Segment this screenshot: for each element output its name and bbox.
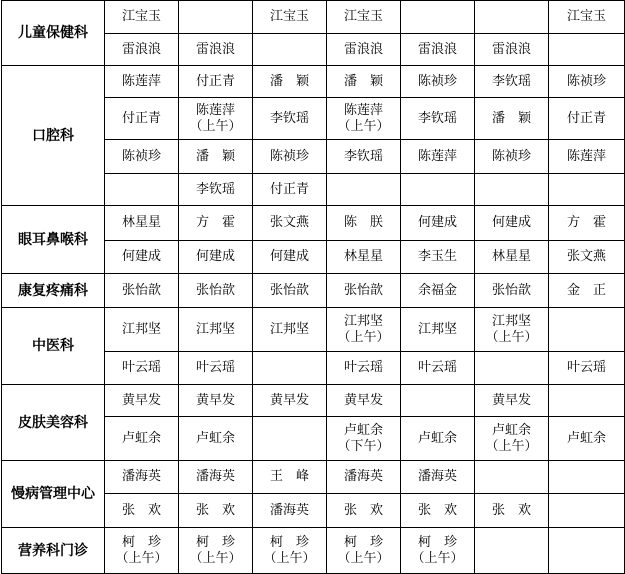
doctor-cell: 张怡歆 — [179, 274, 253, 308]
doctor-cell: 叶云瑶 — [401, 352, 475, 385]
doctor-cell: 卢虹余 — [105, 417, 179, 461]
doctor-cell: 张怡歆 — [105, 274, 179, 308]
doctor-cell: 陈莲萍 — [401, 140, 475, 174]
schedule-row — [2, 66, 625, 98]
doctor-cell: 陈祯珍 — [475, 140, 549, 174]
doctor-cell: 叶云瑶 — [327, 352, 401, 385]
doctor-cell: 何建成 — [105, 241, 179, 274]
schedule-row — [2, 1, 625, 34]
doctor-cell: 叶云瑶 — [179, 352, 253, 385]
doctor-cell: 陈祯珍 — [401, 66, 475, 98]
doctor-cell: 李钦瑶 — [327, 140, 401, 174]
department-name: 康复疼痛科 — [2, 274, 105, 308]
doctor-cell: 张文燕 — [549, 241, 625, 274]
doctor-cell: 张 欢 — [105, 494, 179, 528]
doctor-cell: 江宝玉 — [549, 1, 625, 34]
doctor-cell: 卢虹余 — [401, 417, 475, 461]
department-name: 皮肤美容科 — [2, 385, 105, 461]
doctor-cell — [549, 528, 625, 574]
doctor-cell — [475, 528, 549, 574]
doctor-cell: 潘海英 — [179, 461, 253, 494]
department-name: 口腔科 — [2, 66, 105, 206]
doctor-cell: 潘海英 — [105, 461, 179, 494]
department-name: 营养科门诊 — [2, 528, 105, 574]
doctor-cell: 陈莲萍 — [549, 140, 625, 174]
doctor-cell: 陈祯珍 — [549, 66, 625, 98]
doctor-cell: 雷浪浪 — [401, 34, 475, 66]
schedule-row — [2, 461, 625, 494]
doctor-cell: 林星星 — [327, 241, 401, 274]
doctor-cell: 潘 颖 — [327, 66, 401, 98]
doctor-cell: 何建成 — [475, 206, 549, 241]
doctor-cell: 何建成 — [179, 241, 253, 274]
doctor-cell: 陈祯珍 — [253, 140, 327, 174]
doctor-cell — [475, 352, 549, 385]
department-name: 慢病管理中心 — [2, 461, 105, 528]
doctor-cell — [549, 461, 625, 494]
doctor-cell: 江邦坚 — [253, 308, 327, 352]
schedule-row — [2, 385, 625, 417]
doctor-cell: 方 霍 — [179, 206, 253, 241]
doctor-cell: 黄早发 — [475, 385, 549, 417]
doctor-cell: 李钦瑶 — [253, 98, 327, 140]
schedule-row — [2, 528, 625, 574]
doctor-cell: 林星星 — [105, 206, 179, 241]
schedule-row — [2, 274, 625, 308]
doctor-cell: 江邦坚 （上午） — [475, 308, 549, 352]
schedule-row — [2, 206, 625, 241]
department-name: 眼耳鼻喉科 — [2, 206, 105, 274]
doctor-cell: 付正青 — [253, 174, 327, 206]
doctor-cell: 江宝玉 — [253, 1, 327, 34]
department-name: 儿童保健科 — [2, 1, 105, 66]
doctor-cell: 卢虹余 — [549, 417, 625, 461]
doctor-cell: 卢虹余 （下午） — [327, 417, 401, 461]
doctor-cell — [105, 174, 179, 206]
doctor-cell — [401, 174, 475, 206]
doctor-cell: 张 欢 — [179, 494, 253, 528]
doctor-cell: 雷浪浪 — [105, 34, 179, 66]
doctor-cell: 江宝玉 — [327, 1, 401, 34]
doctor-cell: 付正青 — [105, 98, 179, 140]
doctor-cell: 张 欢 — [475, 494, 549, 528]
doctor-cell: 黄早发 — [179, 385, 253, 417]
doctor-cell: 张怡歆 — [253, 274, 327, 308]
doctor-cell: 江邦坚 — [105, 308, 179, 352]
duty-schedule-table — [1, 0, 625, 574]
doctor-cell: 雷浪浪 — [327, 34, 401, 66]
doctor-cell: 柯 珍 （上午） — [179, 528, 253, 574]
doctor-cell: 林星星 — [475, 241, 549, 274]
doctor-cell: 柯 珍 （上午） — [253, 528, 327, 574]
doctor-cell — [253, 352, 327, 385]
doctor-cell — [327, 174, 401, 206]
doctor-cell — [475, 1, 549, 34]
department-name: 中医科 — [2, 308, 105, 385]
doctor-cell: 雷浪浪 — [179, 34, 253, 66]
doctor-cell: 潘海英 — [401, 461, 475, 494]
doctor-cell: 潘海英 — [327, 461, 401, 494]
doctor-cell: 张文燕 — [253, 206, 327, 241]
doctor-cell — [179, 1, 253, 34]
doctor-cell: 陈莲萍 — [105, 66, 179, 98]
doctor-cell: 叶云瑶 — [105, 352, 179, 385]
doctor-cell: 张怡歆 — [327, 274, 401, 308]
doctor-cell: 张 欢 — [327, 494, 401, 528]
doctor-cell: 王 峰 — [253, 461, 327, 494]
doctor-cell: 陈莲萍 （上午） — [179, 98, 253, 140]
doctor-cell: 张 欢 — [401, 494, 475, 528]
doctor-cell: 陈 朕 — [327, 206, 401, 241]
doctor-cell — [549, 34, 625, 66]
doctor-cell: 潘 颖 — [475, 98, 549, 140]
doctor-cell — [475, 461, 549, 494]
schedule-row — [2, 308, 625, 352]
doctor-cell: 柯 珍 （上午） — [105, 528, 179, 574]
doctor-cell: 雷浪浪 — [475, 34, 549, 66]
doctor-cell: 李钦瑶 — [179, 174, 253, 206]
doctor-cell: 付正青 — [179, 66, 253, 98]
doctor-cell: 金 正 — [549, 274, 625, 308]
doctor-cell: 卢虹余 — [179, 417, 253, 461]
doctor-cell: 张怡歆 — [475, 274, 549, 308]
doctor-cell — [549, 385, 625, 417]
doctor-cell: 江邦坚 — [401, 308, 475, 352]
doctor-cell — [401, 385, 475, 417]
doctor-cell: 付正青 — [549, 98, 625, 140]
doctor-cell: 黄早发 — [253, 385, 327, 417]
doctor-cell: 陈祯珍 — [105, 140, 179, 174]
doctor-cell — [549, 494, 625, 528]
doctor-cell — [549, 174, 625, 206]
doctor-cell: 黄早发 — [327, 385, 401, 417]
doctor-cell: 何建成 — [401, 206, 475, 241]
doctor-cell: 李钦瑶 — [401, 98, 475, 140]
doctor-cell: 江邦坚 （上午） — [327, 308, 401, 352]
doctor-cell: 潘 颖 — [179, 140, 253, 174]
doctor-cell — [549, 308, 625, 352]
doctor-cell: 黄早发 — [105, 385, 179, 417]
doctor-cell: 卢虹余 （上午） — [475, 417, 549, 461]
doctor-cell: 江宝玉 — [105, 1, 179, 34]
doctor-cell — [253, 417, 327, 461]
doctor-cell: 何建成 — [253, 241, 327, 274]
doctor-cell: 潘海英 — [253, 494, 327, 528]
doctor-cell: 陈莲萍 （上午） — [327, 98, 401, 140]
doctor-cell: 柯 珍 （上午） — [327, 528, 401, 574]
doctor-cell: 李钦瑶 — [475, 66, 549, 98]
doctor-cell — [401, 1, 475, 34]
doctor-cell: 潘 颖 — [253, 66, 327, 98]
doctor-cell: 柯 珍 （上午） — [401, 528, 475, 574]
doctor-cell: 余福金 — [401, 274, 475, 308]
doctor-cell: 李玉生 — [401, 241, 475, 274]
doctor-cell — [253, 34, 327, 66]
schedule-body — [2, 1, 625, 574]
doctor-cell: 叶云瑶 — [549, 352, 625, 385]
doctor-cell: 方 霍 — [549, 206, 625, 241]
doctor-cell — [475, 174, 549, 206]
doctor-cell: 江邦坚 — [179, 308, 253, 352]
